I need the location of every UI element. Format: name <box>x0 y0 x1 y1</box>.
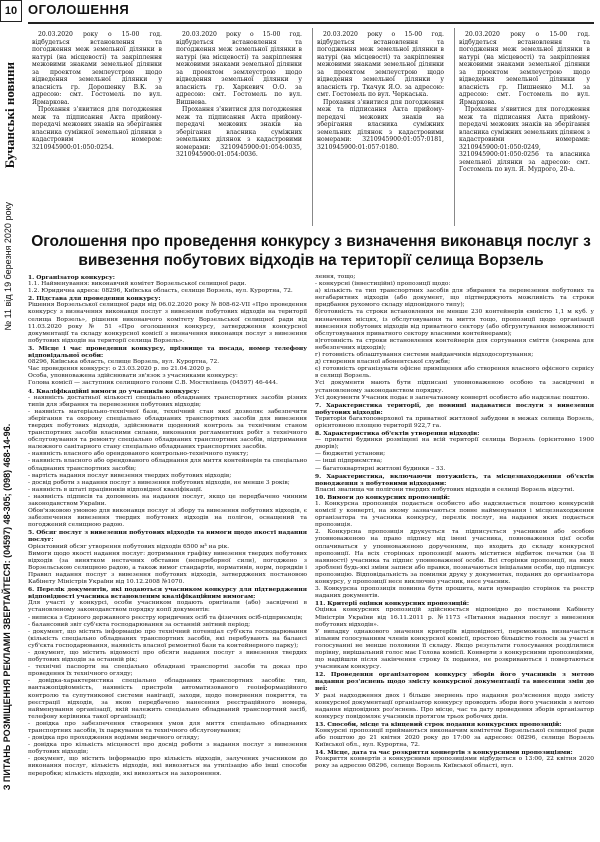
article-paragraph: в)готовність та строки встановлення контейнерів для сортування сміття (зокрема для небезпечних відходів); <box>315 337 594 351</box>
article-column-right <box>315 274 594 826</box>
article-paragraph: - довідка про забезпечення створення умов для миття спеціально обладнаних транспортних засобів, їх паркування та технічного обслуговування; <box>28 720 307 734</box>
page-header <box>0 0 600 22</box>
article-paragraph: - досвід роботи з надання послуг з вивезення побутових відходів, не менше 3 років; <box>28 479 290 486</box>
article-paragraph: 1.1. Найменування: виконавчий комітет Ворзельської селищної ради. <box>28 281 247 288</box>
newspaper-brand: Бучанські новини <box>2 62 17 169</box>
article-paragraph: Для участі у конкурсі, особи учасником подають оригінали (або) засвідчені в установленому законодавством порядку копії документів: <box>28 600 307 614</box>
article-paragraph: 7. Характеристика території, де повинні надаватися послуги з вивезення побутових відходів: <box>315 401 594 416</box>
article-paragraph: Рішення Ворзельської селищної ради від 06.02.2020 року № 808-62-VII «Про проведення конкурсу з визначення виконавця послуг з вивезення побутових відходів на території селища Ворзель», рішення виконавчого комітету Ворзельської селищної ради від 11.03.2020 року № 51 «Про оголошення конкурсу, затвердження конкурсної документації та складу конкурсної комісії з визначення виконавця послуг з вивезення побутових відходів на території селища Ворзель». <box>28 302 307 344</box>
article-paragraph: 10. Вимоги до конкурсних пропозицій: <box>315 493 450 501</box>
article-paragraph: 1.2. Юридична адреса: 08296, Київська область, селище Ворзель, вул. Курортна, 72. <box>28 288 293 295</box>
article-paragraph: 2. Конкурсна пропозиція друкується та підписується учасником або особою уповноваженою на право підпису від імені учасника, повноваження цієї особи оплачиваться у уповноваженою дорученням, що входить до складу конкурсної пропозиції. На всіх сторінках пропозиції мають міститися відбиток печатки (за її наявності) учасника та підпис уповноваженої особи. Всі сторінки пропозиції, на яких зроблені будь-які зміни записи або правки, позначаються ініціалами особи, що підписує пропозицію. Відповідальність за помилки друку у документах, поданих до організатора конкурсу, у пропозиції несе виключно учасник, несе учасник. <box>315 529 594 586</box>
article-body <box>28 274 594 826</box>
article-paragraph: - технічні паспорти на спеціально обладнані транспортні засоби та доказ про проведення їх технічного огляду; <box>28 664 307 678</box>
article-paragraph: 4. Кваліфікаційні вимоги до учасників конкурсу: <box>28 387 200 395</box>
article-paragraph: - наявність достатньої кількості спеціально обладнаних транспортних засобів різних типів для збирання та перевезення побутових відходів; <box>28 394 307 408</box>
article-paragraph: - конкурсні (інвестиційні) пропозиції щодо: <box>315 281 451 288</box>
article-paragraph: Оцінка конкурсних пропозицій здійснюється відповідно до постанови Кабінету Міністрів України від 16.11.2011 р. №1173 «Питання надання послуг з вивезення побутових відходів». <box>315 607 594 628</box>
article-paragraph: — приватні будинки розміщені на всій території селища Ворзель (орієнтовно 1900 дворів); <box>315 437 594 451</box>
article-paragraph: г) готовність облаштування системи майданчиків відходосортування; <box>315 352 534 359</box>
article-paragraph: 08296, Київська область, селище Ворзель, вул. Курортна, 72. <box>28 359 220 366</box>
article-paragraph: 3. Місце і час проведення конкурсу, прізвище та посада, номер телефону відповідальної особи: <box>28 344 307 360</box>
article-paragraph: Конкурсні пропозиції приймаються виконавчим комітетом Ворзельської селищної ради або поштою до 21 квітня 2020 року до 17:00 за адресою: 08296, селище Ворзель Київської обл., вул. Курортна, 72. <box>315 728 594 749</box>
article-paragraph: - документ, що містить відомості про обсяги надання послуг з вивезення твердих побутових відходів за останній рік; <box>28 649 307 664</box>
article-paragraph: - довідка про проходження водіями медичного огляду; <box>28 735 200 742</box>
header-rule <box>28 22 594 24</box>
article-paragraph: У разі надходження двох і більше звернень про надання роз'яснення щодо змісту конкурсної документації організатор конкурсу проводить збори його учасників з метою надання відповідних роз'яснень. Про місце, час та дату проведення зборів організатор конкурсу повідомляє учасників протягом трьох робочих днів. <box>315 692 594 720</box>
article-paragraph: - наявність матеріально-технічної бази, технічний стан якої дозволяє забезпечити зберігання та охорону спеціально обладнаних транспортних засобів для вивезення твердих побутових відходів, здійснювати щоденний контроль за технічним станом транспортних засобів власними силами, виконання регламентних робіт з технічного обслуговування та ремонту спеціально обладнаних транспортних засобів, підтримання належного санітарного стану спеціально обладнаних транспортних засобів. <box>28 408 307 451</box>
article-paragraph: 9. Характеристика, включаючи потужність, та місцезнаходження об'єктів поводження з побутовими відходами: <box>315 472 594 487</box>
page-number: 10 <box>0 0 22 22</box>
article-paragraph: - документ, що містить інформацію про технічний потенціал суб'єкта господарювання (кількість спеціально обладнаних транспортних засобів, які перебувають на балансі суб'єкта господарювання, наявність власної ремонтної бази та контейнерного парку); <box>28 628 307 649</box>
section-title: ОГОЛОШЕННЯ <box>28 2 130 17</box>
article-paragraph: лення, тощо; <box>315 274 356 280</box>
article-paragraph: - наявність власного або орендованого обладнання для миття контейнерів та спеціально обладнаних транспортних засобів; <box>28 458 307 472</box>
land-notices <box>28 28 594 228</box>
article-paragraph: - довідка-характеристика спеціально обладнаних транспортних засобів: тип, вантажопідйомність, наявність пристроїв автоматизованого геоінформаційного контролю та супутникової системи навігації, заходи, щодо повернення покриття, та реєстрації відходів, за якою передбачено нанесення реєстраційного номера, найменування організації, якій належить спеціально обладнаний транспортний засіб, телефону керівника такої організації; <box>28 678 307 720</box>
article-paragraph: б)готовність та строки встановлення не менше 230 контейнерів ємністю 1,1 м куб. у визначених місцях, із обслуговування та миття тощо, пропозиції щодо організації вивезення побутових відходів від приватного сектору (або обгрунтування неможливості обслуговування приватного сектору власними контейнерами); <box>315 309 594 337</box>
article-paragraph: є) готовність організувати офісне приміщення або створення власного офісного сервісу в селищі Ворзель. <box>315 366 594 380</box>
article-paragraph: Голова комісії — заступник селищного голови С.В. Моствлівець (04597) 46-444. <box>28 380 278 387</box>
article-paragraph: 1. Конкурсна пропозиція подається особисто або надсилається поштою конкурсній комісії у конверті, на якому зазначаються повне найменування і місцезнаходження організатора та учасника конкурсу, перелік послуг, на надання яких подається пропозиція. <box>315 501 594 529</box>
article-paragraph: 12. Проведення організатором конкурсу зборів його учасників з метою надання роз'яснень щодо змісту конкурсної документації та внесення змін до неї: <box>315 671 594 693</box>
article-paragraph: Усі документи мають бути підписані уповноваженою особою та засвідчені в установленому законодавством порядку. <box>315 380 594 394</box>
article-paragraph: Усі документи Учасник подає в запечатаному конверті особисто або надсилає поштою. <box>315 394 590 401</box>
article-paragraph: а) кількість та тип транспортних засобів для збирання та перевезення побутових та негабаритних відходів (або документ, що підтверджують можливість та строки придбання рухомого складу відповідного типу); <box>315 288 594 309</box>
article-paragraph: — багатоквартирні житлові будинки – 33. <box>315 465 446 472</box>
article-paragraph: 3. Конкурсна пропозиція повинна бути прошита, мати нумерацію сторінок та реєстр наданих документів. <box>315 586 594 600</box>
notice-1: 20.03.2020 року о 15-00 год. відбудеться встановлення та погодження меж земельної ділянки в натурі (на місцевості) та закріплення межовими знаками земельної ділянки за проектом землеустрою щодо відведення земельної ділянки у власність гр. Дорошенку В.К. за адресою: смт. Гостомель по вул. Ярмаркова. Прохання з'явитися для погодження меж та підписання Акта прийому-передачі межових знаків на зберігання власника суміжної земельної ділянки з кадастровим номером: 3210945900:01:050:0254. <box>32 31 162 151</box>
sidebar <box>0 22 22 830</box>
issue-info: № 11 від 19 березня 2020 року <box>3 202 13 331</box>
article-paragraph: Особа, уповноважена здійснювати зв'язок з учасниками конкурсу: <box>28 373 238 380</box>
article-paragraph: - вартість надання послуг вивезення твердих побутових відходів; <box>28 472 232 479</box>
article-paragraph: 2. Підстава для проведення конкурсу: <box>28 295 161 303</box>
article-paragraph: - наявність власного або орендованого контрольно-технічного пункту; <box>28 451 249 458</box>
article-paragraph: Розкриття конвертів з конкурсними пропозиціями відбудеться о 13:00, 22 квітня 2020 року за адресою 08296, селище Ворзель Київської області, вул. <box>315 756 594 770</box>
article-paragraph: - наявність підписів та доповнень на надання послуг, якщо це передбачено чинним законодавством України. <box>28 493 307 507</box>
article-paragraph: Територія багатоповерхової та приватної житлової забудови в межах селища Ворзель, орієнтовною площею території 922,7 га. <box>315 415 594 429</box>
article-paragraph: - довідка про кількість місцевості про досвід роботи з надання послуг з вивезення побутових відходів; <box>28 742 307 756</box>
article-paragraph: - наявність в штаті працівників відповідної кваліфікації. <box>28 486 203 493</box>
article-paragraph: 13. Способи, місце та кінцевий строк подання конкурсних пропозицій: <box>315 720 562 728</box>
article-paragraph: У випадку однакового значення критеріїв відповідності, переможець визначається вільним голосуванням членів конкурсної комісії, простою більшістю голосів за участі в голосуванні не менше половини її складу. Якщо результати голосування розділилися порівну, вирішальний голос має Голова комісії. Конверти з конкурсними пропозиціями, що надійшли після закінчення строку їх подання, не розкриваються і повертаються учасникам конкурсу. <box>315 628 594 671</box>
article-paragraph: 14. Місце, дата та час розкриття конвертів з конкурсними пропозиціями: <box>315 749 573 757</box>
article-paragraph: 11. Критерії оцінки конкурсних пропозицій: <box>315 600 470 608</box>
article-paragraph: - балансовий звіт суб'єкта господарювання за останній звітний період; <box>28 621 251 628</box>
article-paragraph: 5. Обсяг послуг з вивезення побутових відходів та вимоги щодо якості надання послуг: <box>28 529 307 544</box>
notice-3: 20.03.2020 року о 15-00 год. відбудеться встановлення та погодження меж земельної ділянки в натурі (на місцевості) та закріплення межовими знаками земельної ділянки за проектом землеустрою щодо відведення земельної ділянки у власність гр. Ткачук Я.О. за адресою: смт. Гостомель по вул. Черкаська. Прохання з'явитися для погодження меж та підписання Акта прийому-передачі межових знаків на зберігання власника суміжних земельних ділянок з кадастровими номерами: 3210945900:01:057:0181, 3210945900:01:057:0180. <box>312 28 448 226</box>
article-paragraph: Власні звалища чи полігони твердих побутових відходів в селищі Ворзель відсутні. <box>315 486 575 493</box>
article-title: Оголошення про проведення конкурсу з визначення виконавця послуг з вивезення побутових відходів на території селища Ворзель <box>31 233 591 269</box>
article-paragraph: Вимоги щодо якості надання послуг: дотримання графіку вивезення твердих побутових відходів (за винятком нестачних обставин (непереборної сили), погоджено з Ворзельською селищною радою, а також вимог стандартів, нормативів, норм, порядків і Правил надання послуг з вивезення побутових відходів, затверджених постановою Кабінету Міністрів України від 10.12.2008 №1070. <box>28 550 307 586</box>
article-paragraph: 8. Характеристика об'єктів утворення відходів: <box>315 430 480 438</box>
article-paragraph: Обов'язковою умовою для виконавця послуг зі збору та вивезення побутових відходів, є забезпечення вивезення твердих побутових відходів на полігон, оснащений та погоджений селищною радою. <box>28 508 307 529</box>
article-paragraph: Орієнтовний обсяг утворення побутових відходів 6500 м³ на рік. <box>28 543 230 550</box>
article-paragraph: - документ, що містить інформацію про кількість відходів, залучених учасником до виконання послуг, кількість відходів, які вивозяться на утилізацію або інші способи переробки; кількість відходів, які вивозяться на захоронення. <box>28 756 307 777</box>
notice-4: 20.03.2020 року о 15-00 год. відбудеться встановлення та погодження меж земельної ділянки в натурі (на місцевості) та закріплення межовими знаками земельної ділянки за проектом землеустрою щодо відведення земельної ділянки у власність гр. Пишненко М.І. за адресою: смт. Гостомель по вул. Ярмаркова. Прохання з'явитися для погодження меж та підписання Акта прийому-передачі межових знаків на зберігання власника суміжних земельних ділянок з кадастровими номерами: 3210945900:01:050:0249, 3210945900:01:050:0256 та власника земельної ділянки за адресою: смт. Гостомель по вул. Я. Мудрого, 20-а. <box>454 28 594 226</box>
article-paragraph: д) створення власної абонентської служби; <box>315 359 451 366</box>
article-column-left <box>28 274 307 826</box>
article-paragraph: 6. Перелік документів, які подаються учасником конкурсу для підтвердження відповідності учасника встановленим кваліфікаційним вимогам: <box>28 586 307 601</box>
article-paragraph: - виписка з Єдиного державного реєстру юридичних осіб та фізичних осіб-підприємців; <box>28 614 303 621</box>
article-paragraph: — інші підприємства; <box>315 458 383 465</box>
article-paragraph: — бюджетні установи; <box>315 451 386 458</box>
notice-2: 20.03.2020 року о 15-00 год. відбудеться встановлення та погодження меж земельної ділянки в натурі (на місцевості) та закріплення межовими знаками земельної ділянки за проектом землеустрою щодо відведення земельної ділянки у власність гр. Харкевич О.О. за адресою: смт. Гостомель по вул. Вишнева. Прохання з'явитися для погодження меж та підписання Акта прийому-передачі межових знаків на зберігання власника суміжних земельних ділянок з кадастровими номерами: 3210945900:01:054:0035, 3210945900:01:054:0036. <box>176 31 302 158</box>
advertising-contact: З ПИТАНЬ РОЗМІЩЕННЯ РЕКЛАМИ ЗВЕРТАЙТЕСЯ: (04597) 48-305; (098) 468-14-96. <box>2 423 12 791</box>
article-paragraph: Час проведення конкурсу: о 23.03.2020 р. по 21.04.2020 р. <box>28 366 212 373</box>
article-paragraph: 1. Організатор конкурсу: <box>28 274 115 281</box>
